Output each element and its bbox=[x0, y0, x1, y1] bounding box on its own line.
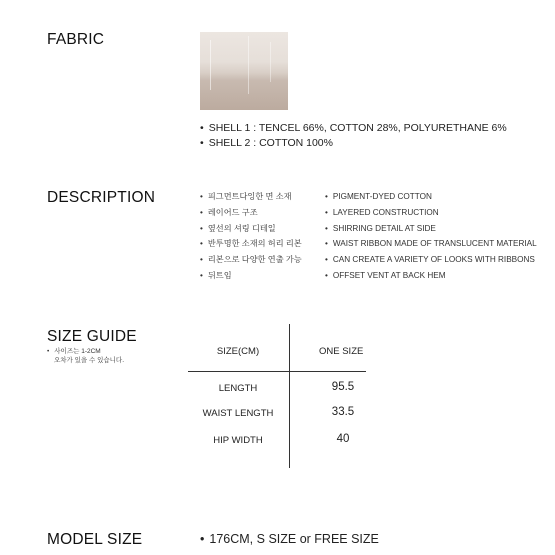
size-guide-title: SIZE GUIDE bbox=[47, 328, 137, 345]
table-row-value: 40 bbox=[336, 433, 350, 445]
list-item: • OFFSET VENT AT BACK HEM bbox=[325, 271, 537, 281]
table-header-label: SIZE(CM) bbox=[216, 346, 260, 357]
table-row-label: HIP WIDTH bbox=[213, 435, 263, 446]
model-size-title: MODEL SIZE bbox=[47, 531, 143, 548]
list-item: • 리본으로 다양한 연출 가능 bbox=[200, 255, 302, 265]
list-item: • 레이어드 구조 bbox=[200, 208, 302, 218]
table-row-value: 95.5 bbox=[331, 381, 355, 393]
list-item: • PIGMENT-DYED COTTON bbox=[325, 192, 537, 202]
list-item: • LAYERED CONSTRUCTION bbox=[325, 208, 537, 218]
table-divider-horizontal bbox=[188, 371, 366, 372]
table-header-value: ONE SIZE bbox=[319, 346, 364, 357]
fabric-swatch-image bbox=[200, 32, 288, 110]
description-title: DESCRIPTION bbox=[47, 189, 156, 206]
fabric-shell1: • SHELL 1 : TENCEL 66%, COTTON 28%, POLYURETHANE 6% bbox=[200, 122, 507, 134]
size-guide-note-line1: • 사이즈는 1-2CM bbox=[47, 348, 101, 357]
list-item: • SHIRRING DETAIL AT SIDE bbox=[325, 224, 537, 234]
list-item: • 피그먼트다잉한 면 소재 bbox=[200, 192, 302, 202]
size-guide-note-line2: 오차가 있을 수 있습니다. bbox=[54, 357, 125, 364]
list-item: • 뒤트임 bbox=[200, 271, 302, 281]
list-item: • WAIST RIBBON MADE OF TRANSLUCENT MATERIAL bbox=[325, 239, 537, 249]
list-item: • 반투명한 소재의 허리 리본 bbox=[200, 239, 302, 249]
table-row-label: WAIST LENGTH bbox=[202, 408, 274, 419]
description-english-list bbox=[325, 192, 537, 281]
table-divider-vertical bbox=[289, 324, 290, 468]
fabric-title: FABRIC bbox=[47, 31, 105, 48]
description-korean-list bbox=[200, 192, 302, 281]
size-table bbox=[188, 324, 366, 468]
model-size-info: • 176CM, S SIZE or FREE SIZE bbox=[200, 532, 379, 546]
list-item: • CAN CREATE A VARIETY OF LOOKS WITH RIBBONS bbox=[325, 255, 537, 265]
fabric-shell2: • SHELL 2 : COTTON 100% bbox=[200, 137, 333, 149]
table-row-label: LENGTH bbox=[218, 383, 258, 394]
table-row-value: 33.5 bbox=[331, 406, 355, 418]
list-item: • 옆선의 셔링 디테일 bbox=[200, 224, 302, 234]
